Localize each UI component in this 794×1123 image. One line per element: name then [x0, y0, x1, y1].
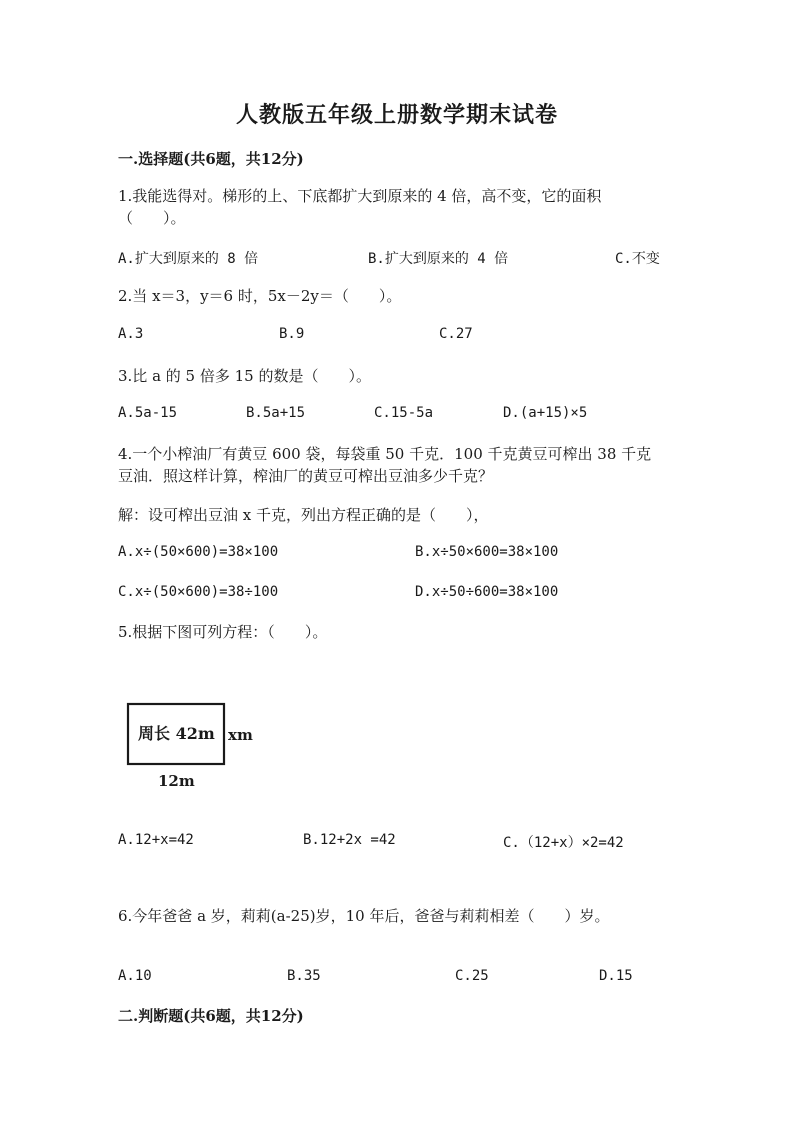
question-5-option-c: C.（12+x）×2=42	[503, 835, 624, 851]
question-6-option-d: D.15	[599, 968, 633, 984]
question-4-option-a: A.x÷(50×600)=38×100	[118, 544, 279, 560]
question-1-option-b: B.扩大到原来的 4 倍	[368, 251, 509, 267]
question-4-line-3: 解：设可榨出豆油 x 千克，列出方程正确的是（ ），	[118, 506, 489, 524]
figure-bottom-label: 12m	[158, 772, 195, 790]
question-3-option-d: D.(a+15)×5	[503, 405, 588, 421]
rectangle-figure	[118, 690, 268, 800]
question-1-option-a: A.扩大到原来的 8 倍	[118, 251, 259, 267]
question-5-option-b: B.12+2x =42	[303, 832, 396, 848]
question-4-line-1: 4.一个小榨油厂有黄豆 600 袋，每袋重 50 千克．100 千克黄豆可榨出 38 千克	[118, 445, 652, 463]
question-3-line-1: 3.比 a 的 5 倍多 15 的数是（ ）。	[118, 367, 371, 385]
figure-side-label: xm	[228, 726, 253, 744]
question-1-line-1: 1.我能选得对。梯形的上、下底都扩大到原来的 4 倍，高不变，它的面积	[118, 187, 602, 205]
question-5-line-1: 5.根据下图可列方程：（ ）。	[118, 623, 328, 641]
section-heading-choice: 一.选择题(共6题，共12分)	[118, 150, 304, 168]
question-6-option-b: B.35	[287, 968, 321, 984]
question-3-option-b: B.5a+15	[246, 405, 306, 421]
section-heading-judgement: 二.判断题(共6题，共12分)	[118, 1007, 304, 1025]
question-3-option-c: C.15-5a	[374, 405, 434, 421]
question-2-option-b: B.9	[279, 326, 305, 342]
question-2-line-1: 2.当 x＝3，y＝6 时，5x－2y＝（ ）。	[118, 287, 402, 305]
question-4-option-b: B.x÷50×600=38×100	[415, 544, 559, 560]
question-2-option-a: A.3	[118, 326, 144, 342]
question-2-option-c: C.27	[439, 326, 473, 342]
question-3-option-a: A.5a-15	[118, 405, 178, 421]
question-1-line-2: （ ）。	[118, 209, 186, 227]
question-4-option-d: D.x÷50÷600=38×100	[415, 584, 559, 600]
figure-perimeter-label: 周长 42m	[138, 724, 215, 743]
question-4-line-2: 豆油．照这样计算，榨油厂的黄豆可榨出豆油多少千克？	[118, 467, 494, 485]
page-title: 人教版五年级上册数学期末试卷	[235, 102, 558, 128]
question-1-option-c: C.不变	[615, 251, 660, 267]
question-4-option-c: C.x÷(50×600)=38÷100	[118, 584, 279, 600]
question-6-option-a: A.10	[118, 968, 152, 984]
question-6-option-c: C.25	[455, 968, 489, 984]
question-5-option-a: A.12+x=42	[118, 832, 194, 848]
question-6-line-1: 6.今年爸爸 a 岁，莉莉(a-25)岁，10 年后，爸爸与莉莉相差（ ）岁。	[118, 907, 610, 925]
